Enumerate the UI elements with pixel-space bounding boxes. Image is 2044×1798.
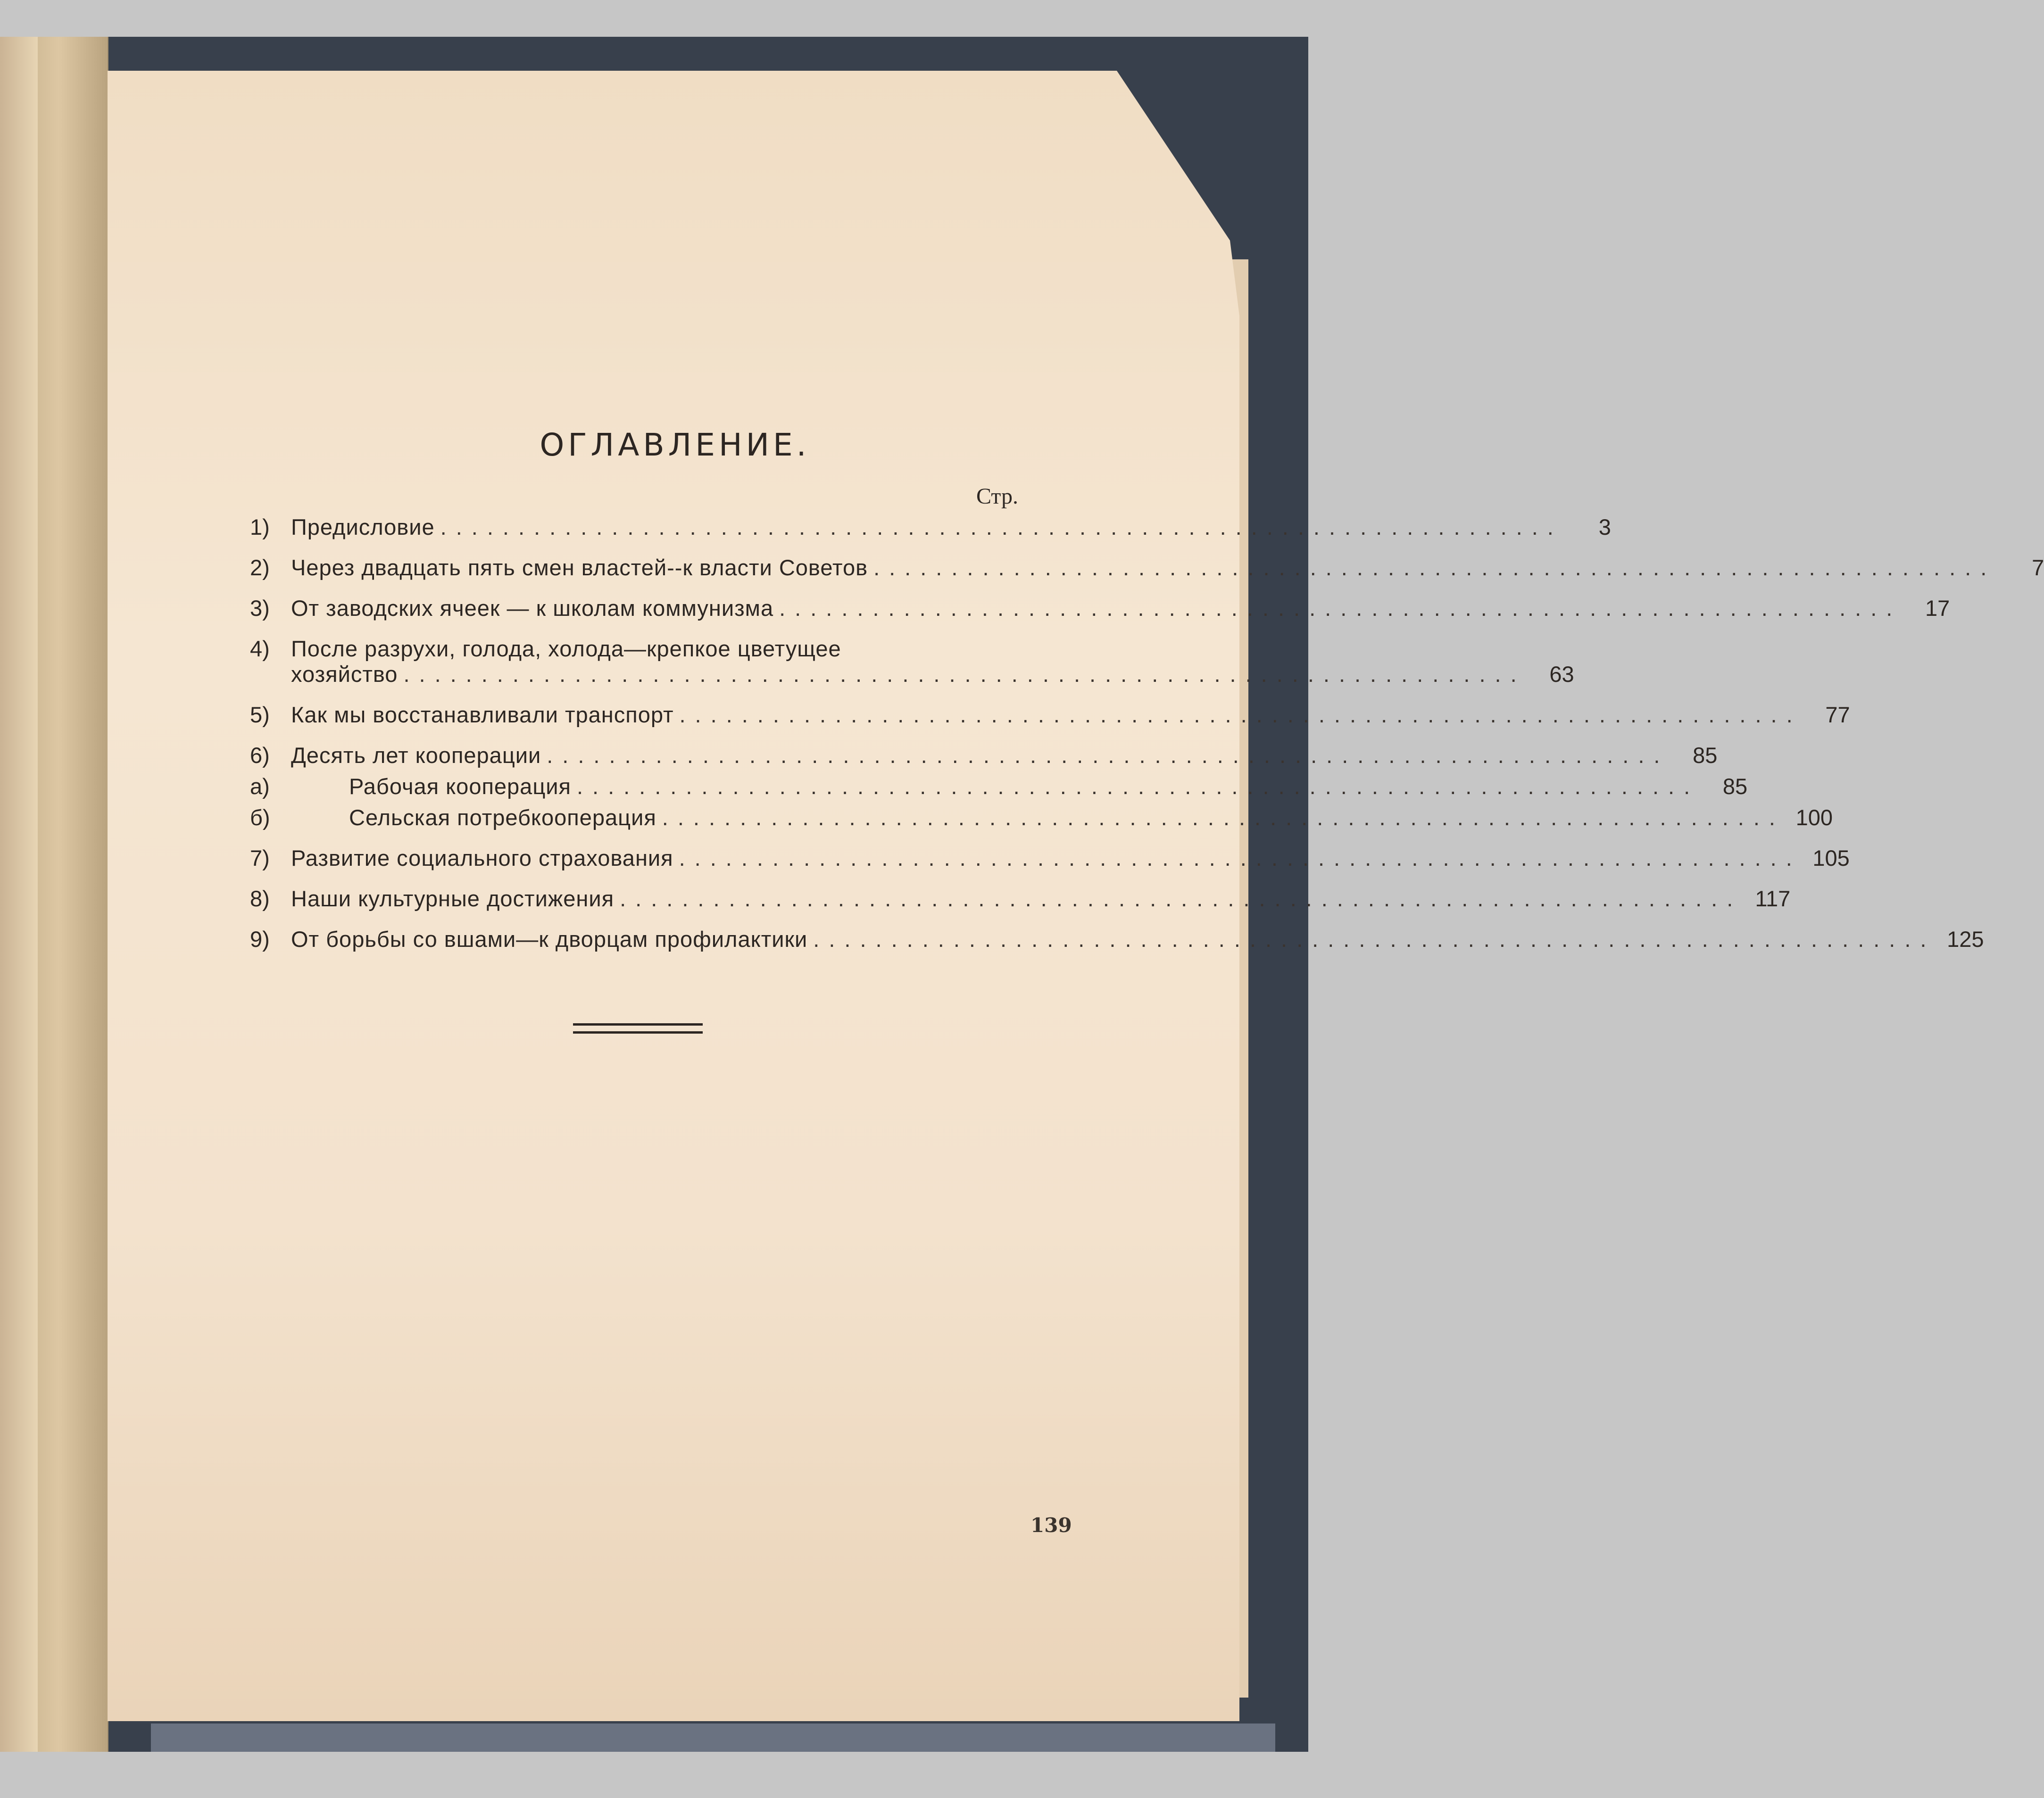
leader-dots: ........................................................................ xyxy=(620,886,1743,911)
toc-page: 77 xyxy=(1825,702,1850,727)
toc-entry xyxy=(250,514,1611,555)
toc-page: 63 xyxy=(1549,662,1574,687)
leader-dots: ........................................................................ xyxy=(813,927,1936,952)
toc-number: 1) xyxy=(250,514,270,539)
left-page-edge xyxy=(0,37,108,1752)
toc-page: 17 xyxy=(1925,596,1950,621)
toc-label: Предисловие xyxy=(291,514,435,539)
toc-number: 8) xyxy=(250,886,270,911)
toc-label: После разрухи, голода, холода—крепкое цветущее xyxy=(291,636,841,661)
toc-label: Сельская потребкооперация xyxy=(349,805,656,830)
toc-entry xyxy=(250,636,1574,702)
toc-entry xyxy=(250,702,1850,742)
toc-entry xyxy=(250,886,1791,926)
page-number: 139 xyxy=(1030,1514,1072,1537)
toc-number: 7) xyxy=(250,845,270,870)
toc-entry xyxy=(250,926,1984,967)
toc-number: 4) xyxy=(250,636,270,661)
toc-label-continuation: хозяйство xyxy=(291,662,398,687)
leader-dots: ........................................................................ xyxy=(662,805,1785,830)
leader-dots: ........................................................................ xyxy=(440,514,1563,539)
toc-label-continuation-row xyxy=(291,661,1574,687)
leader-dots: ........................................................................ xyxy=(779,596,1902,621)
toc-page: 3 xyxy=(1598,514,1611,539)
toc-number: а) xyxy=(250,774,270,799)
leader-dots: ........................................................................ xyxy=(873,555,1996,580)
toc-entry xyxy=(250,742,1718,773)
double-rule-bottom xyxy=(573,1031,703,1034)
toc-number: 5) xyxy=(250,702,270,727)
toc-label: Рабочая кооперация xyxy=(349,774,571,799)
toc-number: 2) xyxy=(250,555,270,580)
leader-dots: ........................................................................ xyxy=(576,774,1700,799)
toc-entry xyxy=(250,845,1850,886)
toc-subentry xyxy=(250,804,1833,836)
toc-page: 100 xyxy=(1795,805,1833,830)
toc-label: Наши культурные достижения xyxy=(291,886,615,911)
table-of-contents xyxy=(250,514,2044,967)
toc-page: 105 xyxy=(1812,845,1850,870)
page-column-label: Стр. xyxy=(976,484,1018,509)
toc-page: 7 xyxy=(2032,555,2044,580)
toc-page: 85 xyxy=(1693,743,1718,768)
toc-label: Через двадцать пять смен властей--к власти Советов xyxy=(291,555,868,580)
toc-number: 6) xyxy=(250,743,270,768)
torn-page-edge xyxy=(0,37,38,1752)
toc-entry xyxy=(250,555,2044,595)
toc-number: б) xyxy=(250,805,270,830)
toc-label: Развитие социального страхования xyxy=(291,845,673,870)
toc-label: Как мы восстанавливали транспорт xyxy=(291,702,674,727)
toc-entry xyxy=(250,595,1950,636)
toc-page: 125 xyxy=(1947,927,1984,952)
toc-number: 3) xyxy=(250,596,270,621)
toc-page: 117 xyxy=(1755,886,1791,911)
leader-dots: ........................................................................ xyxy=(403,662,1526,687)
leader-dots: ........................................................................ xyxy=(679,702,1802,727)
toc-label: Десять лет кооперации xyxy=(291,743,541,768)
page-title: ОГЛАВЛЕНИЕ. xyxy=(540,427,810,463)
toc-number: 9) xyxy=(250,927,270,952)
toc-subentry xyxy=(250,773,1748,804)
toc-page: 85 xyxy=(1722,774,1748,799)
toc-label: От заводских ячеек — к школам коммунизма xyxy=(291,596,774,621)
toc-label: От борьбы со вшами—к дворцам профилактики xyxy=(291,927,808,952)
leader-dots: ........................................................................ xyxy=(547,743,1670,768)
leader-dots: ........................................................................ xyxy=(679,845,1802,870)
double-rule-top xyxy=(573,1023,703,1026)
